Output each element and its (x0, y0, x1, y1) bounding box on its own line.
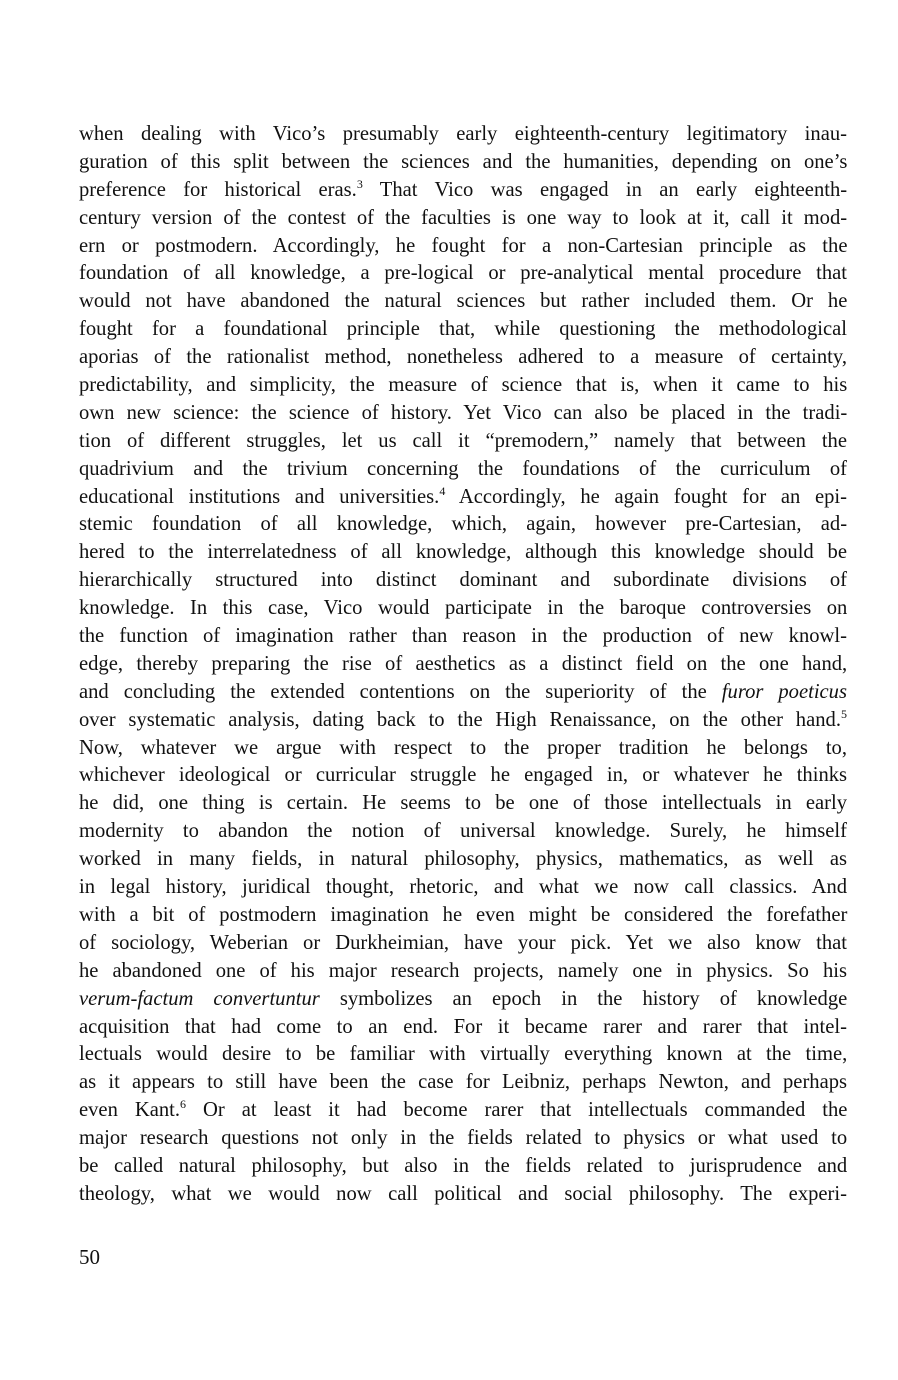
text-line (79, 372, 847, 400)
text-line (79, 177, 847, 205)
line-text: knowledge. In this case, Vico would participate in the baroque controversies on (79, 597, 848, 620)
text-line (79, 1041, 847, 1069)
line-text: theology, what we would now call political and social philosophy. The experi- (79, 1182, 847, 1205)
line-text: hierarchically structured into distinct dominant and subordinate divisions of (79, 569, 847, 592)
italic-term: furor poeticus (721, 680, 847, 703)
text-line (79, 623, 847, 651)
text-line (79, 1097, 847, 1125)
line-text: worked in many fields, in natural philosophy, physics, mathematics, as well as (79, 848, 847, 871)
line-text: even Kant. (79, 1099, 181, 1122)
text-line (79, 1069, 847, 1097)
line-text: major research questions not only in the fields related to physics or what used to (79, 1127, 848, 1150)
line-text: lectuals would desire to be familiar with virtually everything known at the time, (79, 1043, 848, 1066)
text-line (79, 1014, 847, 1042)
line-text: educational institutions and universities. (79, 485, 440, 508)
body-paragraph (79, 121, 847, 1209)
line-text: stemic foundation of all knowledge, which, again, however pre-Cartesian, ad- (79, 513, 848, 536)
line-text: whichever ideological or curricular struggle he engaged in, or whatever he thinks (79, 764, 848, 787)
text-line (79, 456, 847, 484)
line-text: Now, whatever we argue with respect to the proper tradition he belongs to, (79, 736, 847, 759)
line-text: when dealing with Vico’s presumably early eighteenth-century legitimatory inau- (79, 123, 847, 145)
text-line (79, 1153, 847, 1181)
line-text: predictability, and simplicity, the measure of science that is, when it came to his (79, 374, 848, 397)
text-line (79, 149, 847, 177)
line-text: Or at least it had become rarer that intellectuals commanded the (186, 1099, 848, 1122)
text-line (79, 735, 847, 763)
line-text: symbolizes an epoch in the history of knowledge (319, 987, 848, 1010)
text-line (79, 958, 847, 986)
line-text: quadrivium and the trivium concerning the foundations of the curriculum of (79, 457, 847, 480)
text-line (79, 344, 847, 372)
text-line (79, 930, 847, 958)
line-text: century version of the contest of the faculties is one way to look at it, call it mod- (79, 206, 848, 229)
line-text: ern or postmodern. Accordingly, he fought for a non-Cartesian principle as the (79, 234, 848, 257)
line-text: That Vico was engaged in an early eighteenth- (362, 178, 848, 201)
line-text: be called natural philosophy, but also in the fields related to jurisprudence and (79, 1154, 848, 1177)
text-line (79, 762, 847, 790)
line-text: he abandoned one of his major research projects, namely one in physics. So his (79, 959, 847, 982)
line-text: foundation of all knowledge, a pre-logical or pre-analytical mental procedure that (79, 262, 847, 285)
text-line (79, 260, 847, 288)
line-text: over systematic analysis, dating back to the High Renaissance, on the other hand. (79, 708, 841, 731)
text-line (79, 233, 847, 261)
page-number: 50 (79, 1245, 100, 1269)
text-line (79, 511, 847, 539)
text-line (79, 205, 847, 233)
line-text: Accordingly, he again fought for an epi- (445, 485, 848, 508)
text-line (79, 595, 847, 623)
line-text: the function of imagination rather than reason in the production of new knowl- (79, 625, 847, 648)
text-line (79, 400, 847, 428)
text-line (79, 902, 847, 930)
text-line (79, 679, 847, 707)
text-line (79, 567, 847, 595)
text-line (79, 874, 847, 902)
text-line (79, 484, 847, 512)
footnote-marker: 5 (841, 706, 847, 721)
footnote-marker: 4 (439, 483, 446, 498)
text-line (79, 707, 847, 735)
line-text: acquisition that had come to an end. For it became rarer and rarer that intel- (79, 1015, 847, 1038)
italic-term: verum-factum convertuntur (79, 987, 320, 1010)
text-line (79, 316, 847, 344)
line-text: would not have abandoned the natural sciences but rather included them. Or he (79, 290, 848, 313)
text-line (79, 846, 847, 874)
text-line (79, 539, 847, 567)
text-line (79, 121, 847, 149)
line-text: in legal history, juridical thought, rhetoric, and what we now call classics. And (79, 876, 848, 899)
footnote-marker: 3 (356, 176, 363, 191)
line-text: he did, one thing is certain. He seems to be one of those intellectuals in early (79, 792, 847, 815)
text-line (79, 428, 847, 456)
text-line (79, 1181, 847, 1209)
line-text: edge, thereby preparing the rise of aesthetics as a distinct field on the one hand, (79, 652, 848, 675)
line-text: with a bit of postmodern imagination he even might be considered the forefather (79, 903, 848, 926)
text-line (79, 818, 847, 846)
line-text: hered to the interrelatedness of all knowledge, although this knowledge should be (79, 541, 847, 564)
text-line (79, 651, 847, 679)
line-text: and concluding the extended contentions on the superiority of the (79, 680, 722, 703)
line-text: preference for historical eras. (79, 178, 357, 201)
line-text: tion of different struggles, let us call it “premodern,” namely that between the (79, 429, 847, 452)
text-line (79, 986, 847, 1014)
line-text: of sociology, Weberian or Durkheimian, have your pick. Yet we also know that (79, 931, 847, 954)
line-text: fought for a foundational principle that, while questioning the methodological (79, 318, 847, 341)
text-line (79, 790, 847, 818)
line-text: guration of this split between the sciences and the humanities, depending on one’s (79, 150, 848, 173)
text-line (79, 1125, 847, 1153)
line-text: own new science: the science of history. Yet Vico can also be placed in the tradi- (79, 401, 848, 424)
text-line (79, 288, 847, 316)
footnote-marker: 6 (180, 1097, 187, 1112)
line-text: as it appears to still have been the case for Leibniz, perhaps Newton, and perhaps (79, 1071, 848, 1094)
line-text: modernity to abandon the notion of universal knowledge. Surely, he himself (79, 820, 847, 843)
line-text: aporias of the rationalist method, nonetheless adhered to a measure of certainty, (79, 346, 847, 369)
